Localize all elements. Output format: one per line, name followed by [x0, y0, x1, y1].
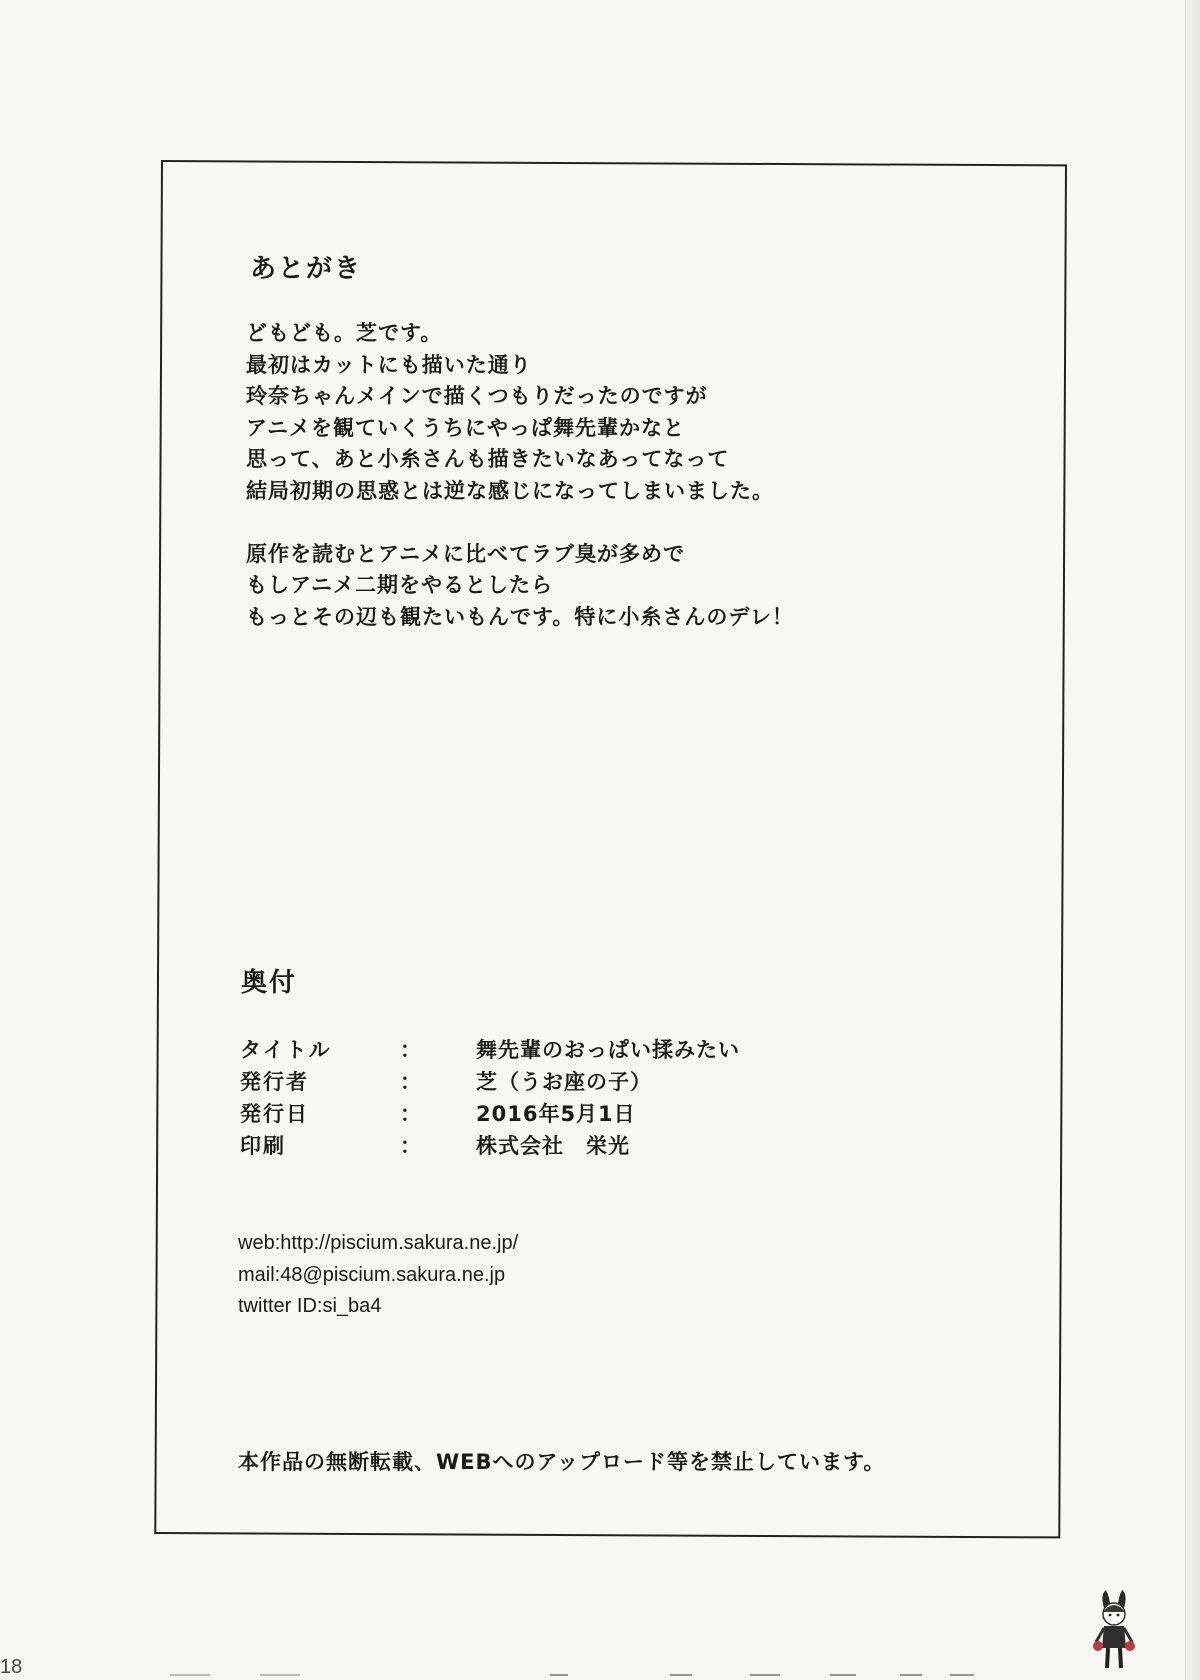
colophon-separator: ： — [400, 1070, 421, 1094]
afterword-paragraph — [246, 539, 794, 634]
afterword-heading: あとがき — [250, 254, 363, 284]
afterword-line: もっとその辺も観たいもんです。特に小糸さんのデレ！ — [246, 604, 794, 629]
colophon-value: 2016年5月1日 — [476, 1102, 636, 1126]
afterword-line: 最初はカットにも描いた通り — [246, 352, 532, 377]
twitter-id-text: twitter ID:si_ba4 — [238, 1295, 382, 1318]
contact-info — [238, 1228, 518, 1323]
colophon-separator: ： — [400, 1102, 421, 1126]
colophon-row-title — [240, 1033, 740, 1065]
colophon-row-printer — [240, 1129, 740, 1161]
colophon-label: タイトル — [240, 1038, 332, 1062]
afterword-line: もしアニメ二期をやるとしたら — [246, 573, 553, 598]
afterword-line: 玲奈ちゃんメインで描くつもりだったのですが — [246, 384, 708, 409]
afterword-line: アニメを観ていくうちにやっぱ舞先輩かなと — [246, 415, 685, 440]
page-edge-shadow — [1185, 0, 1200, 1680]
afterword-paragraph — [246, 318, 794, 508]
colophon-value: 株式会社 栄光 — [476, 1134, 630, 1158]
page-number: 18 — [0, 1656, 23, 1678]
web-url-text: web:http://piscium.sakura.ne.jp/ — [238, 1232, 519, 1254]
colophon-value: 芝（うお座の子） — [476, 1070, 652, 1094]
copyright-notice: 本作品の無断転載、WEBへのアップロード等を禁止しています。 — [238, 1450, 886, 1474]
colophon-row-date — [240, 1097, 740, 1129]
mail-address-text: mail:48@piscium.sakura.ne.jp — [238, 1263, 506, 1286]
afterword-line: どもども。芝です。 — [246, 321, 443, 345]
colophon-heading: 奥付 — [241, 968, 298, 998]
colophon-table — [240, 1033, 740, 1161]
chibi-character-icon — [1086, 1588, 1144, 1672]
colophon-label: 発行日 — [240, 1102, 309, 1126]
scan-bottom-marks — [30, 1668, 1130, 1680]
colophon-label: 印刷 — [240, 1134, 286, 1158]
colophon-separator: ： — [400, 1038, 421, 1062]
colophon-value: 舞先輩のおっぱい揉みたい — [476, 1038, 740, 1062]
afterword-line: 原作を読むとアニメに比べてラブ臭が多めで — [246, 541, 685, 566]
afterword-line: 結局初期の思惑とは逆な感じになってしまいました。 — [246, 478, 774, 503]
afterword-body — [246, 318, 794, 664]
colophon-row-publisher — [240, 1065, 740, 1097]
colophon-separator: ： — [400, 1134, 421, 1158]
afterword-line: 思って、あと小糸さんも描きたいなあってなって — [246, 447, 730, 472]
colophon-label: 発行者 — [240, 1070, 309, 1094]
